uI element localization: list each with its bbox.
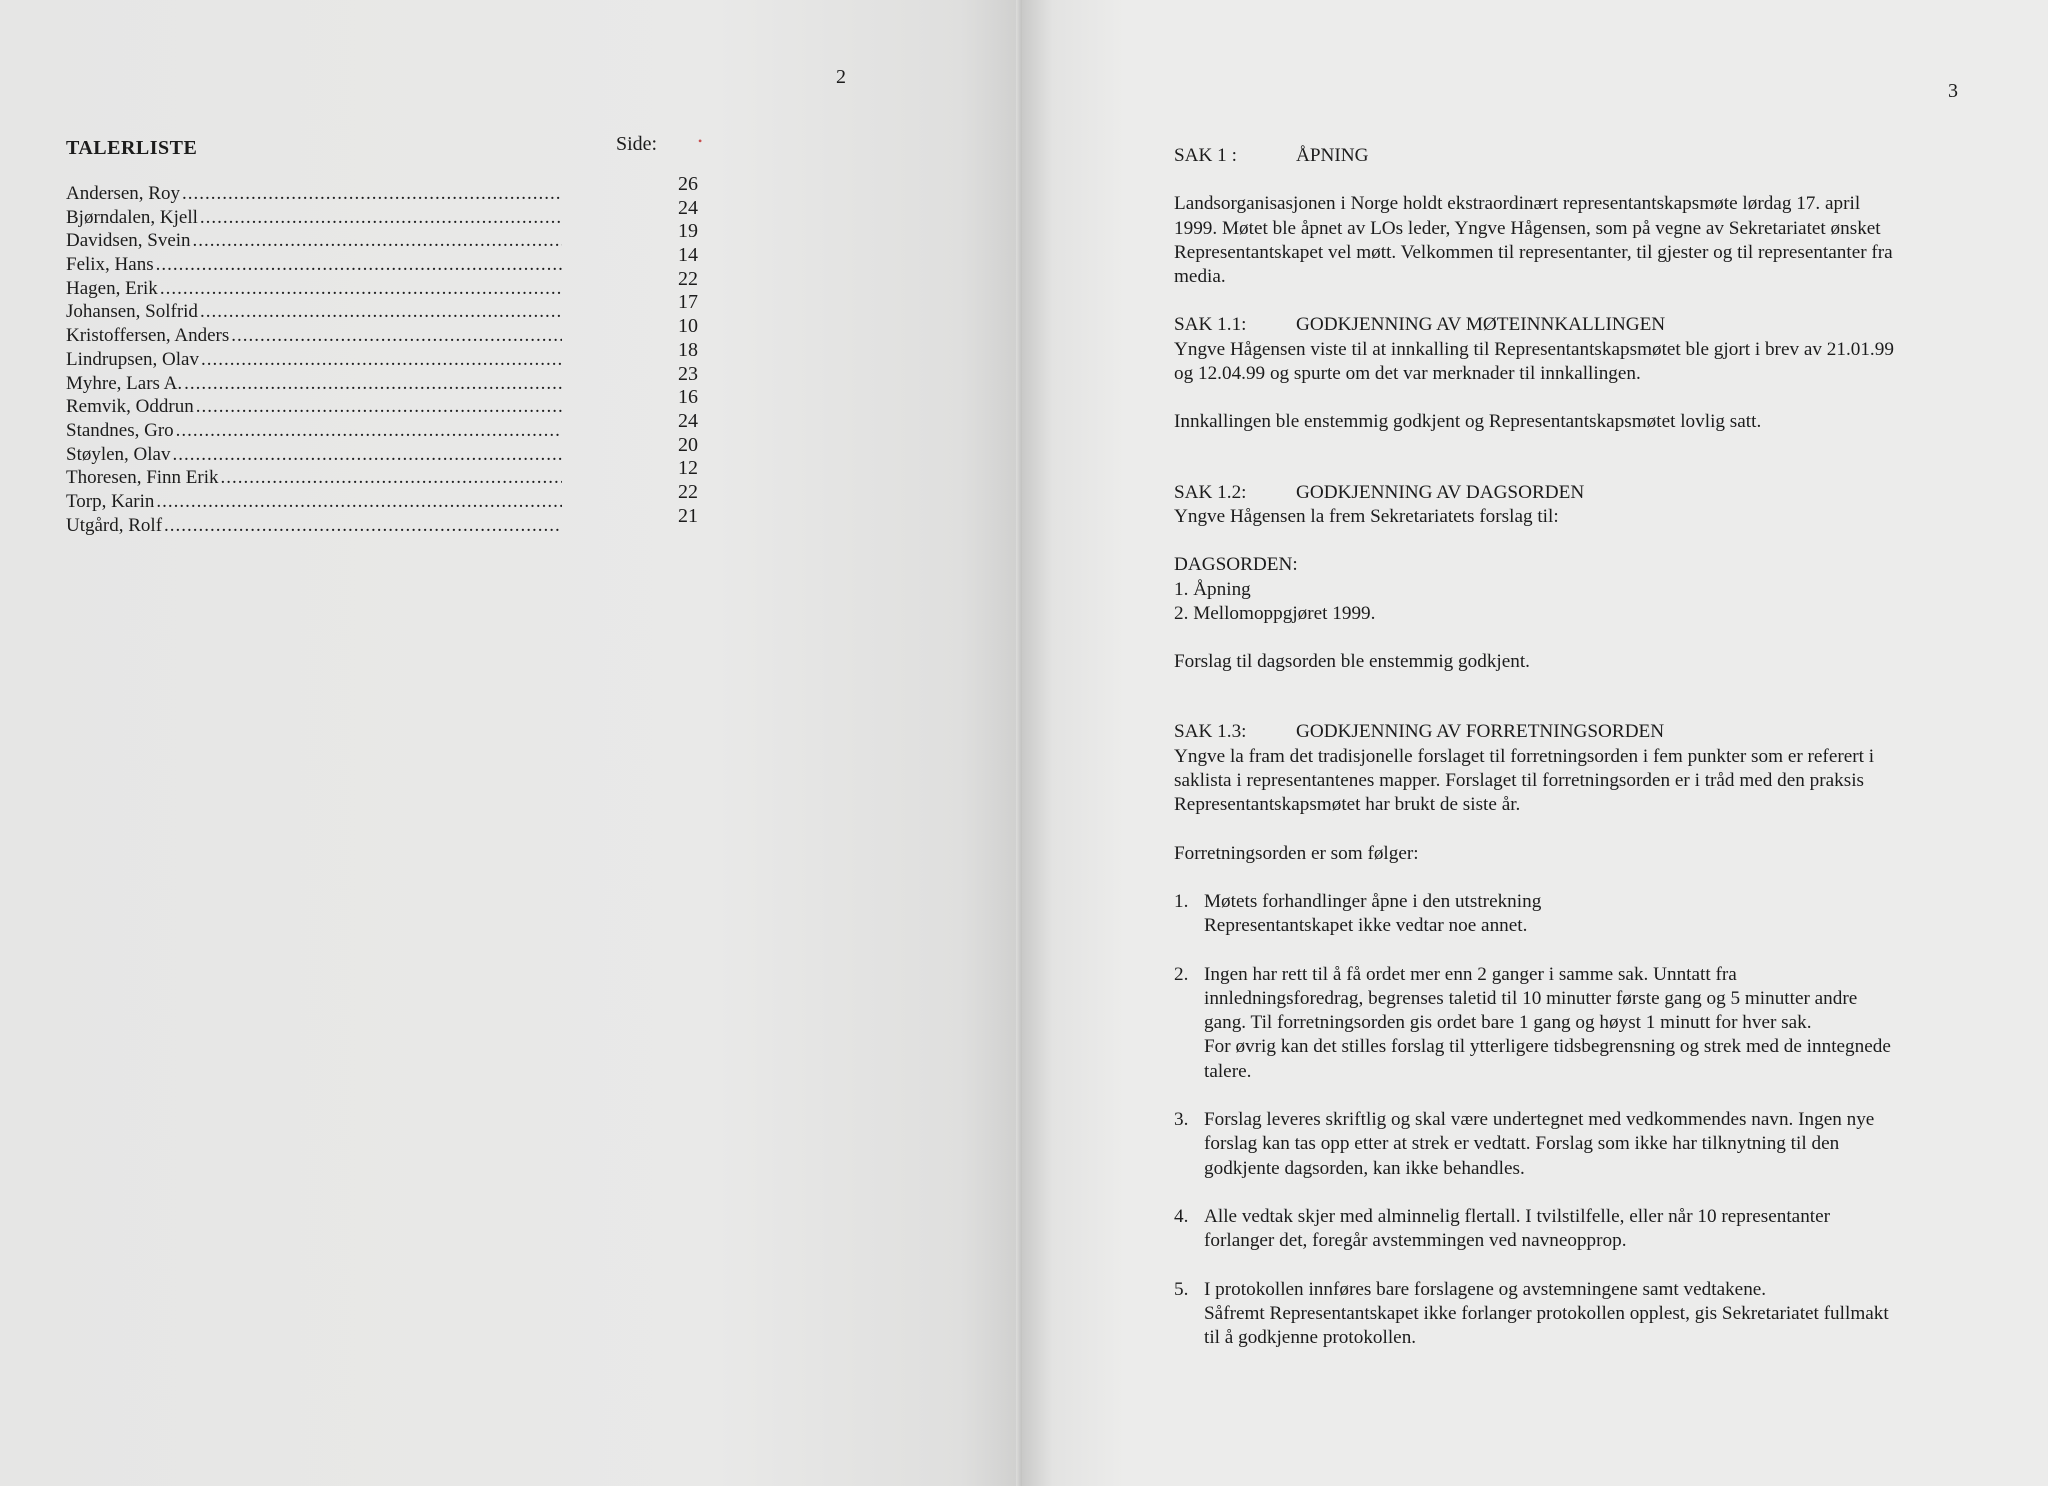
left-page — [0, 0, 1022, 1486]
speaker-name: Bjørndalen, Kjell ..... — [66, 206, 562, 230]
rule-point — [1174, 963, 1994, 1084]
text-line: godkjente dagsorden, kan ikke behandles. — [1204, 1157, 1525, 1179]
speaker-row — [66, 386, 706, 418]
rule-point — [1174, 1278, 1994, 1351]
speaker-name: Remvik, Oddrun ..... — [66, 395, 562, 419]
speaker-name: Utgård, Rolf ..... — [66, 514, 562, 538]
text-line: Alle vedtak skjer med alminnelig flertall. I tvilstilfelle, eller når 10 representanter — [1204, 1205, 1831, 1227]
speaker-page-number: 22 — [678, 480, 698, 503]
speaker-row — [66, 433, 706, 465]
agenda-item: 1. Åpning — [1174, 578, 1251, 600]
section-heading-sak12 — [1174, 481, 1994, 505]
speaker-row — [66, 220, 706, 252]
text-line: 1999. Møtet ble åpnet av LOs leder, Yngve Hågensen, som på vegne av Sekretariatet ønsket — [1174, 217, 1881, 239]
text-line: media. — [1174, 266, 1226, 288]
speaker-row — [66, 291, 706, 323]
text-line: I protokollen innføres bare forslagene og avstemningene samt vedtakene. — [1204, 1278, 1767, 1300]
agenda-heading: DAGSORDEN: — [1174, 554, 1298, 576]
section-id: SAK 1.2: — [1174, 481, 1247, 503]
speaker-row — [66, 457, 706, 489]
paragraph-agenda-conclusion: Forslag til dagsorden ble enstemmig godkjent. — [1174, 651, 1530, 673]
speaker-page-number: 16 — [678, 386, 698, 409]
rule-point-number: 5. — [1174, 1278, 1189, 1300]
speaker-name: Torp, Karin ..... — [66, 490, 562, 514]
text-line: forslag kan tas opp etter at strek er vedtatt. Forslag som ikke har tilknytning til den — [1204, 1133, 1840, 1155]
speaker-name: Lindrupsen, Olav ..... — [66, 348, 562, 372]
rules-points-list — [1174, 890, 1994, 1350]
agenda-item: 2. Mellomoppgjøret 1999. — [1174, 602, 1376, 624]
text-line: saklista i representantenes mapper. Forslaget til forretningsorden er i tråd med den praksis — [1174, 770, 1865, 792]
text-line: Representantskapet ikke vedtar noe annet. — [1204, 915, 1528, 937]
text-line: til å godkjenne protokollen. — [1204, 1327, 1417, 1349]
rule-point-text — [1204, 1278, 1994, 1351]
speaker-name: Standnes, Gro ..... — [66, 419, 562, 443]
speaker-name: Felix, Hans ..... — [66, 253, 562, 277]
rule-point — [1174, 1108, 1994, 1181]
section-title: GODKJENNING AV DAGSORDEN — [1296, 481, 1585, 503]
speaker-name: Støylen, Olav ..... — [66, 443, 562, 467]
speaker-page-number: 24 — [678, 409, 698, 432]
speaker-name: Hagen, Erik ..... — [66, 277, 562, 301]
speaker-page-number: 20 — [678, 433, 698, 456]
text-line: Representantskapet vel møtt. Velkommen til representanter, til gjester og til representanter fra — [1174, 241, 1893, 263]
paragraph-opening — [1174, 192, 1994, 289]
text-line: Forslag leveres skriftlig og skal være undertegnet med vedkommendes navn. Ingen nye — [1204, 1109, 1875, 1131]
section-heading-sak13 — [1174, 720, 1994, 744]
page-number-left: 2 — [836, 66, 846, 88]
speaker-name: Davidsen, Svein ..... — [66, 229, 562, 253]
rule-point-text — [1204, 1205, 1994, 1254]
text-line: For øvrig kan det stilles forslag til ytterligere tidsbegrensning og strek med de inntegnede — [1204, 1036, 1891, 1058]
speaker-page-number: 21 — [678, 504, 698, 527]
paragraph-agenda-intro: Yngve Hågensen la frem Sekretariatets forslag til: — [1174, 505, 1559, 527]
text-line: Ingen har rett til å få ordet mer enn 2 ganger i samme sak. Unntatt fra — [1204, 963, 1737, 985]
rule-point-text — [1204, 890, 1994, 939]
speaker-list-title: TALERLISTE — [66, 137, 198, 159]
rule-point — [1174, 890, 1994, 939]
text-line: Såfremt Representantskapet ikke forlanger protokollen opplest, gis Sekretariatet fullmakt — [1204, 1302, 1889, 1324]
speaker-row — [66, 362, 706, 394]
text-line: forlanger det, foregår avstemmingen ved navneopprop. — [1204, 1230, 1627, 1252]
section-title: ÅPNING — [1296, 145, 1369, 166]
speaker-page-number: 18 — [678, 338, 698, 361]
speaker-page-number: 14 — [678, 244, 698, 267]
speaker-list — [66, 173, 706, 536]
speaker-row — [66, 480, 706, 512]
text-line: Møtets forhandlinger åpne i den utstrekning — [1204, 890, 1542, 912]
text-line: innledningsforedrag, begrenses taletid til 10 minutter første gang og 5 minutter andre — [1204, 987, 1858, 1009]
text-line: talere. — [1204, 1060, 1252, 1082]
speaker-row — [66, 315, 706, 347]
speaker-row — [66, 196, 706, 228]
rule-point-text — [1204, 1108, 1994, 1181]
speaker-page-number: 19 — [678, 220, 698, 243]
speaker-page-number: 24 — [678, 196, 698, 219]
speaker-page-number: 22 — [678, 267, 698, 290]
speaker-name: Andersen, Roy ..... — [66, 182, 562, 206]
text-line: og 12.04.99 og spurte om det var merknader til innkallingen. — [1174, 363, 1641, 385]
section-heading-sak11 — [1174, 313, 1994, 337]
section-id: SAK 1 : — [1174, 145, 1237, 166]
speaker-row — [66, 267, 706, 299]
speaker-row — [66, 244, 706, 276]
speaker-page-number: 12 — [678, 457, 698, 480]
section-title: GODKJENNING AV FORRETNINGSORDEN — [1296, 721, 1665, 743]
minutes-text — [1174, 144, 1994, 1350]
speaker-row — [66, 504, 706, 536]
side-column-label: Side: — [616, 133, 658, 155]
text-line: Representantskapsmøtet har brukt de siste år. — [1174, 794, 1521, 816]
speaker-row — [66, 173, 706, 204]
paragraph-summons — [1174, 338, 1994, 387]
rule-point-text — [1204, 963, 1994, 1084]
rule-point-number: 1. — [1174, 890, 1189, 912]
paragraph-rules-follow: Forretningsorden er som følger: — [1174, 842, 1419, 864]
rule-point — [1174, 1205, 1994, 1254]
rule-point-number: 3. — [1174, 1109, 1189, 1131]
text-line: Landsorganisasjonen i Norge holdt ekstraordinært representantskapsmøte lørdag 17. april — [1174, 193, 1861, 215]
text-line: Yngve la fram det tradisjonelle forslaget til forretningsorden i fem punkter som er referert i — [1174, 745, 1875, 767]
speaker-name: Kristoffersen, Anders ..... — [66, 324, 562, 348]
speaker-page-number: 23 — [678, 362, 698, 385]
speaker-name: Johansen, Solfrid ..... — [66, 300, 562, 324]
side-mark: • — [698, 134, 703, 148]
speaker-page-number: 17 — [678, 291, 698, 314]
speaker-name: Thoresen, Finn Erik ..... — [66, 466, 562, 490]
speaker-row — [66, 338, 706, 370]
paragraph-rules-intro — [1174, 745, 1994, 818]
speaker-name: Myhre, Lars A. ..... — [66, 372, 562, 396]
page-number-right: 3 — [1948, 80, 1958, 102]
rule-point-number: 2. — [1174, 963, 1189, 985]
text-line: gang. Til forretningsorden gis ordet bare 1 gang og høyst 1 minutt for hver sak. — [1204, 1012, 1812, 1034]
section-id: SAK 1.1: — [1174, 314, 1247, 336]
right-page — [1022, 0, 2048, 1486]
rule-point-number: 4. — [1174, 1205, 1189, 1227]
section-heading-sak1 — [1174, 144, 1994, 168]
speaker-row — [66, 409, 706, 441]
speaker-page-number: 10 — [678, 315, 698, 338]
section-title: GODKJENNING AV MØTEINNKALLINGEN — [1296, 314, 1666, 336]
speaker-page-number: 26 — [678, 173, 698, 195]
section-id: SAK 1.3: — [1174, 721, 1247, 743]
paragraph-summons-conclusion: Innkallingen ble enstemmig godkjent og Representantskapsmøtet lovlig satt. — [1174, 411, 1762, 433]
text-line: Yngve Hågensen viste til at innkalling til Representantskapsmøtet ble gjort i brev av 21.01.99 — [1174, 338, 1894, 360]
